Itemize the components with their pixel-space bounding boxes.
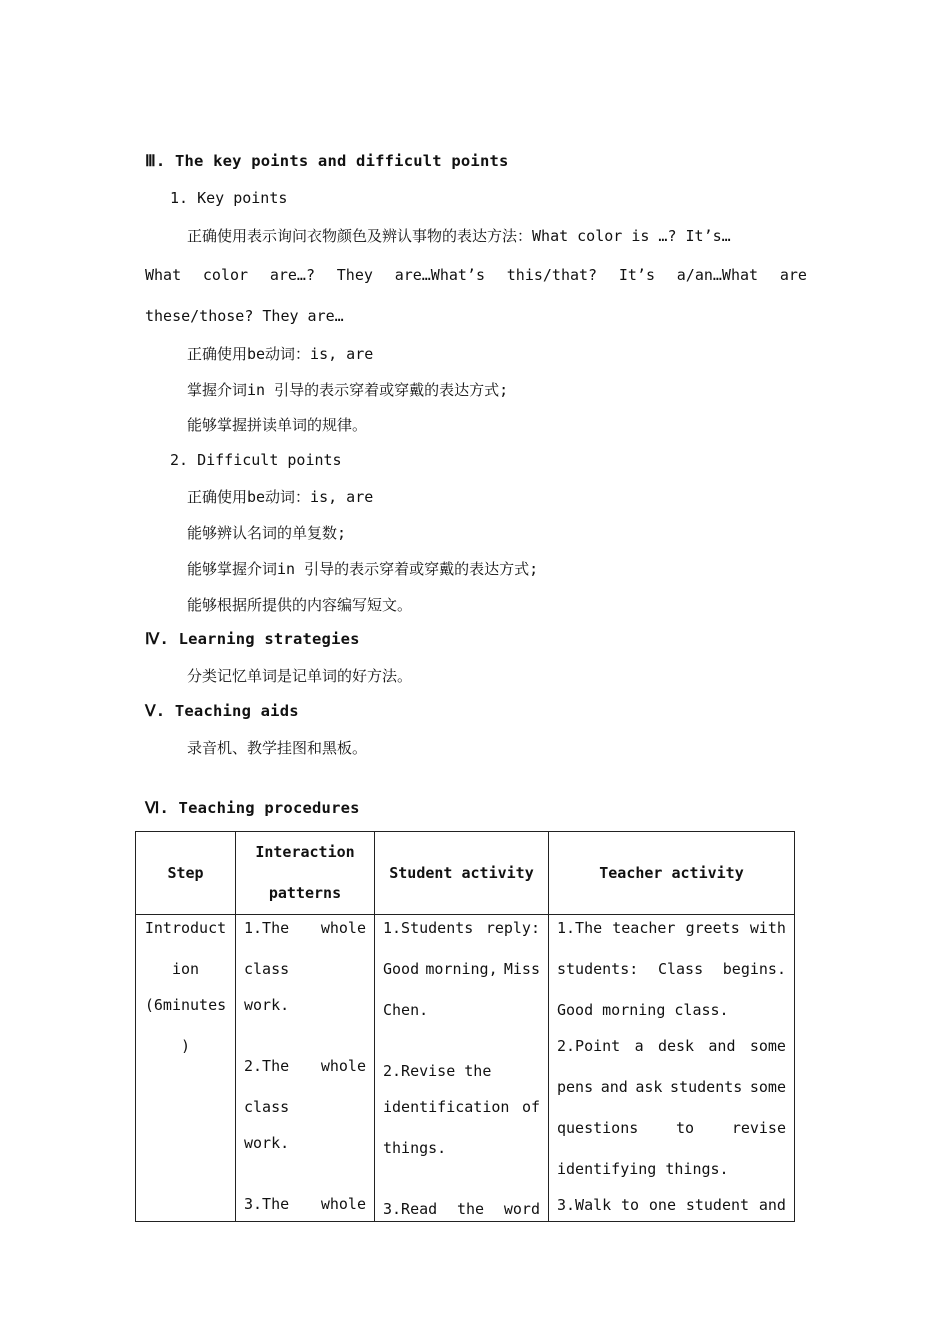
header-step: Step — [136, 832, 236, 915]
section-5-heading: Ⅴ. Teaching aids — [145, 702, 299, 720]
teacher-activity-line: pens and ask students some — [557, 1078, 786, 1096]
section-5-text: 录音机、教学挂图和黑板。 — [187, 739, 368, 757]
step-line: ion — [171, 960, 200, 978]
interaction-cell — [236, 915, 375, 1222]
student-activity-line: 1.Students reply: — [383, 919, 540, 937]
key-points-title: 1. Key points — [170, 189, 288, 207]
difficult-point-item: 能够根据所提供的内容编写短文。 — [187, 596, 413, 614]
difficult-point-item: 能够掌握介词in 引导的表示穿着或穿戴的表达方式; — [187, 560, 539, 578]
header-interaction — [236, 832, 375, 915]
key-point-item: 正确使用be动词：is, are — [187, 345, 374, 363]
key-points-word: a/an…What — [676, 266, 759, 284]
teacher-activity-cell — [549, 915, 795, 1222]
header-interaction-line: patterns — [268, 884, 342, 902]
teacher-activity-line: Good morning class. — [557, 1001, 729, 1019]
teacher-activity-line: questions to revise — [557, 1119, 786, 1137]
key-points-word: What — [145, 266, 182, 284]
interaction-line: work. — [244, 996, 290, 1014]
difficult-point-item: 正确使用be动词：is, are — [187, 488, 374, 506]
interaction-line: 1.The whole — [244, 919, 366, 937]
key-points-word: are…What’s — [394, 266, 485, 284]
key-points-word: are…? — [269, 266, 315, 284]
student-activity-cell — [375, 915, 549, 1222]
teacher-activity-line: 1.The teacher greets with — [557, 919, 786, 937]
step-line: Introduct — [144, 919, 227, 937]
interaction-line: class — [244, 1098, 290, 1116]
student-activity-line: things. — [383, 1139, 447, 1157]
student-activity-line: 3.Read the word — [383, 1200, 540, 1218]
table-row — [136, 915, 795, 1222]
section-4-text: 分类记忆单词是记单词的好方法。 — [187, 667, 413, 685]
key-points-line-3: these/those? They are… — [145, 307, 344, 325]
table-header-row — [136, 832, 795, 915]
difficult-points-title: 2. Difficult points — [170, 451, 342, 469]
interaction-line: class — [244, 960, 290, 978]
key-points-line-2 — [145, 266, 807, 284]
student-activity-line: Chen. — [383, 1001, 429, 1019]
key-points-word: It’s — [618, 266, 655, 284]
header-teacher-activity: Teacher activity — [549, 832, 795, 915]
key-points-word: are — [779, 266, 807, 284]
teacher-activity-line: students: Class begins. — [557, 960, 786, 978]
header-interaction-line: Interaction — [255, 843, 355, 861]
key-point-item: 能够掌握拼读单词的规律。 — [187, 416, 368, 434]
difficult-point-item: 能够辨认名词的单复数; — [187, 524, 347, 542]
section-3-heading: Ⅲ. The key points and difficult points — [145, 152, 509, 170]
key-points-word: They — [336, 266, 373, 284]
teacher-activity-line: identifying things. — [557, 1160, 729, 1178]
student-activity-line: 2.Revise the — [383, 1062, 492, 1080]
student-activity-line: Good morning, Miss — [383, 960, 540, 978]
student-activity-line: identification of — [383, 1098, 540, 1116]
key-points-word: this/that? — [506, 266, 598, 284]
teacher-activity-line: 2.Point a desk and some — [557, 1037, 786, 1055]
teacher-activity-line: 3.Walk to one student and — [557, 1196, 786, 1214]
step-line: ) — [180, 1037, 191, 1055]
key-points-word: color — [202, 266, 249, 284]
interaction-line: 3.The whole — [244, 1195, 366, 1213]
key-points-line-1: 正确使用表示询问衣物颜色及辨认事物的表达方法：What color is …? It’s… — [187, 227, 731, 245]
interaction-line: 2.The whole — [244, 1057, 366, 1075]
step-line: (6minutes — [144, 996, 227, 1014]
procedures-table — [135, 831, 795, 1222]
section-6-heading: Ⅵ. Teaching procedures — [145, 799, 360, 817]
section-4-heading: Ⅳ. Learning strategies — [145, 630, 360, 648]
interaction-line: work. — [244, 1134, 290, 1152]
step-cell — [136, 915, 236, 1222]
header-student-activity: Student activity — [375, 832, 549, 915]
key-point-item: 掌握介词in 引导的表示穿着或穿戴的表达方式; — [187, 381, 509, 399]
